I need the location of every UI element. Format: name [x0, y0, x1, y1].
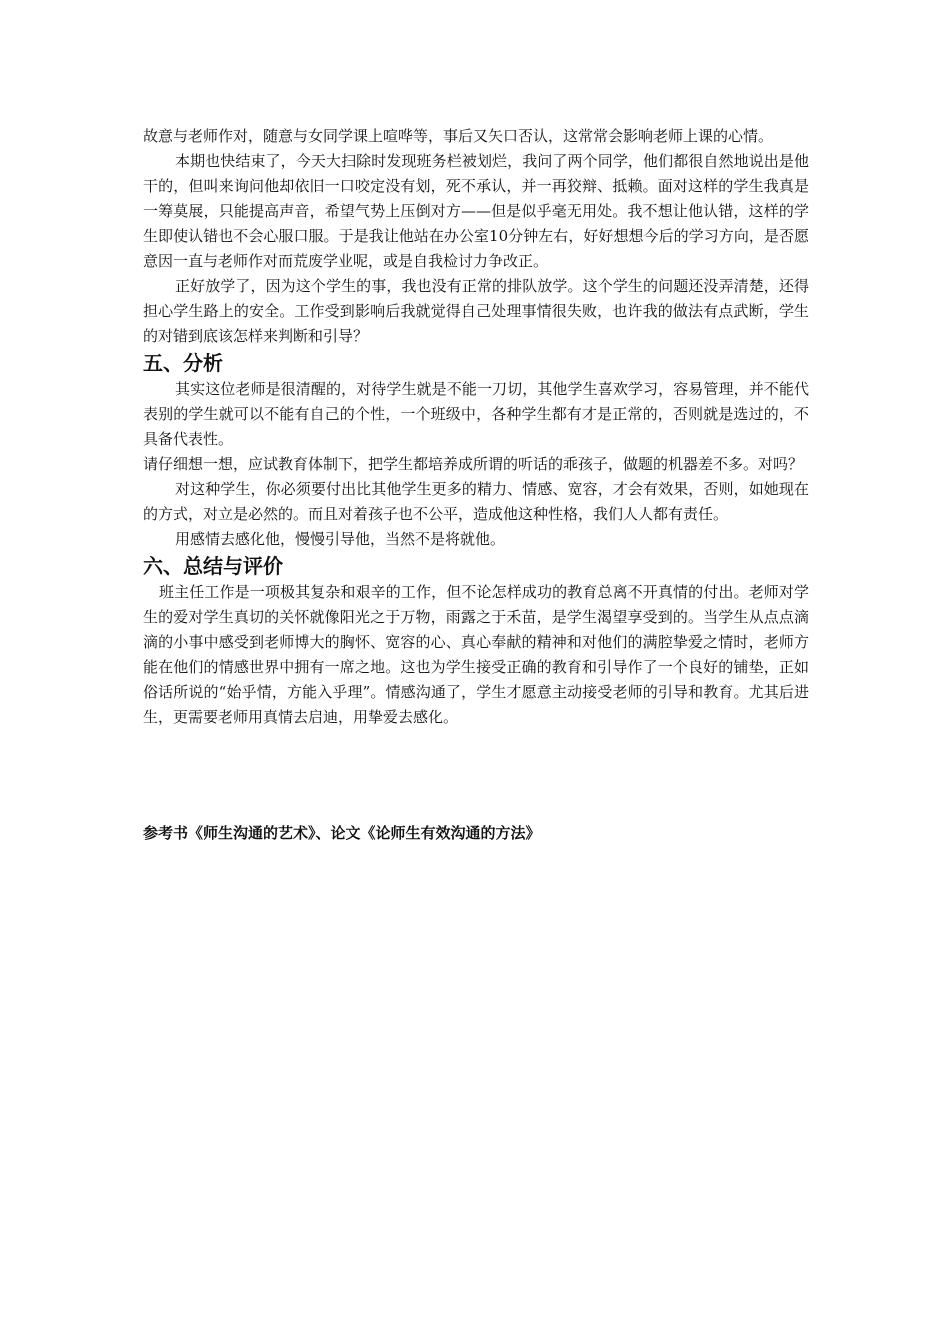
analysis-paragraph-3: 对这种学生，你必须要付出比其他学生更多的精力、情感、宽容，才会有效果，否则，如她现在的方式，对立是必然的。而且对着孩子也不公平，造成他这种性格，我们人人都有责任。: [143, 480, 809, 523]
section-heading-summary: 六、总结与评价: [143, 554, 283, 578]
paragraph-cleanup-incident: 本期也快结束了，今天大扫除时发现班务栏被划烂，我问了两个同学，他们都很自然地说出是他干的，但叫来询问他却依旧一口咬定没有划，死不承认，并一再狡辩、抵赖。面对这样的学生我真是一筹莫展，只能提高声音，希望气势上压倒对方——但是似乎毫无用处。我不想让他认错，这样的学生即使认错也不会心服口服。于是我让他站在办公室10分钟左右，好好想想今后的学习方向，是否愿意因一直与老师作对而荒废学业呢，或是自我检讨力争改正。: [143, 152, 809, 270]
analysis-paragraph-4: 用感情去感化他，慢慢引导他，当然不是将就他。: [175, 530, 506, 548]
reference-line: 参考书《师生沟通的艺术》、论文《论师生有效沟通的方法》: [143, 824, 541, 842]
section-heading-analysis: 五、分析: [143, 351, 223, 375]
document-page: [143, 124, 809, 842]
analysis-paragraph-1: 其实这位老师是很清醒的，对待学生就是不能一刀切，其他学生喜欢学习，容易管理，并不能代表别的学生就可以不能有自己的个性，一个班级中，各种学生都有才是正常的，否则就是选过的，不具备代表性。: [143, 380, 809, 448]
paragraph-continuation: 故意与老师作对，随意与女同学课上喧哗等，事后又矢口否认，这常常会影响老师上课的心情。: [143, 127, 774, 145]
paragraph-after-school: 正好放学了，因为这个学生的事，我也没有正常的排队放学。这个学生的问题还没弄清楚，还得担心学生路上的安全。工作受到影响后我就觉得自己处理事情很失败，也许我的做法有点武断，学生的对错到底该怎样来判断和引导？: [143, 277, 809, 345]
summary-paragraph: 班主任工作是一项极其复杂和艰辛的工作，但不论怎样成功的教育总离不开真情的付出。老师对学生的爱对学生真切的关怀就像阳光之于万物，雨露之于禾苗，是学生渴望享受到的。当学生从点点滴滴的小事中感受到老师博大的胸怀、宽容的心、真心奉献的精神和对他们的满腔挚爱之情时，老师方能在他们的情感世界中拥有一席之地。这也为学生接受正确的教育和引导作了一个良好的铺垫，正如俗话所说的“始乎情，方能入乎理”。情感沟通了，学生才愿意主动接受老师的引导和教育。尤其后进生，更需要老师用真情去启迪，用挚爱去感化。: [143, 583, 809, 726]
analysis-paragraph-2: 请仔细想一想，应试教育体制下，把学生都培养成所谓的听话的乖孩子，做题的机器差不多。对吗？: [143, 455, 804, 473]
